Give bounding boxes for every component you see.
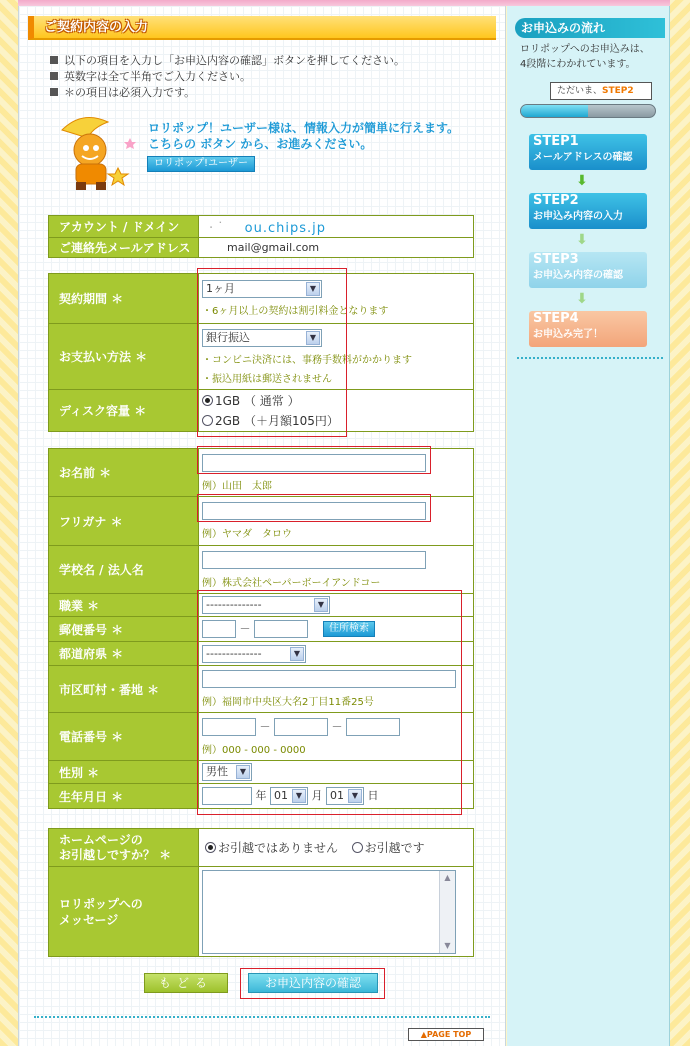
back-button[interactable]: もどる (144, 973, 228, 993)
month-unit: 月 (311, 789, 323, 802)
chevron-down-icon: ▼ (314, 598, 328, 612)
sidebar-desc-line-2: 4段階にわかれています。 (520, 59, 636, 70)
city-label: 市区町村・番地 ＊ (49, 666, 199, 713)
job-label: 職業 ＊ (49, 594, 199, 617)
day-unit: 日 (367, 789, 379, 802)
extra-table (48, 828, 474, 957)
lolipop-user-button[interactable]: ロリポップ!ユーザー (147, 156, 255, 172)
disk-option-2[interactable] (202, 412, 473, 429)
birth-day-value: 01 (330, 789, 344, 802)
right-pattern (670, 0, 690, 1046)
move-option-2-label: お引越です (364, 841, 425, 855)
kana-hint: 例）ヤマダ タロウ (202, 529, 292, 540)
email-value: mail@gmail.com (199, 238, 474, 258)
payment-hint-2: ・振込用紙は郵送されません (202, 373, 332, 385)
birth-month-value: 01 (274, 789, 288, 802)
sidebar-title: お申込みの流れ (515, 18, 665, 38)
job-select[interactable] (202, 596, 330, 614)
radio-checked-icon (202, 395, 213, 406)
move-option-1[interactable] (205, 841, 338, 855)
sex-select[interactable] (202, 763, 252, 781)
arrow-down-icon: ⬇ (576, 291, 588, 307)
payment-hint-1: ・コンビニ決済には、事務手数料がかかります (202, 354, 412, 366)
tel-label: 電話番号 ＊ (49, 713, 199, 761)
message-label (49, 867, 199, 957)
note-1 (50, 52, 405, 68)
current-step-prefix: ただいま、 (557, 86, 603, 96)
kana-label: フリガナ ＊ (49, 497, 199, 546)
name-hint: 例）山田 太郎 (202, 480, 272, 492)
chevron-down-icon: ▼ (236, 765, 250, 779)
tel-hint: 例）000 - 000 - 0000 (202, 744, 306, 756)
domain-value: ·˙ ou.chips.jp (199, 216, 474, 238)
radio-unchecked-icon (352, 842, 363, 853)
note-2 (50, 68, 251, 84)
tel-cell (199, 713, 474, 761)
kana-cell (199, 497, 474, 546)
period-select[interactable] (202, 280, 322, 298)
birth-label: 生年月日 ＊ (49, 784, 199, 809)
zip-input-2[interactable] (254, 620, 308, 638)
move-option-2[interactable] (352, 841, 425, 855)
zip-label: 郵便番号 ＊ (49, 617, 199, 642)
lolipop-line-2: こちらの ボタン から、お進みください。 (148, 137, 373, 151)
period-hint: ・6ヶ月以上の契約は割引料金となります (202, 306, 389, 317)
disk-option-2-label: 2GB （＋月額105円） (215, 414, 339, 428)
disk-label: ディスク容量 ＊ (49, 390, 199, 432)
sex-value: 男性 (206, 765, 228, 778)
lolipop-message (148, 120, 459, 152)
account-table (48, 215, 474, 258)
birth-day-select[interactable] (326, 787, 364, 805)
step-2-number: STEP2 (533, 193, 579, 208)
step-1-text: メールアドレスの確認 (533, 152, 633, 163)
note-text: ＊の項目は必須入力です。 (64, 86, 196, 99)
disk-option-1-label: 1GB （ 通常 ） (215, 394, 300, 408)
bullet-icon (50, 56, 58, 64)
page-top-link[interactable]: ▲PAGE TOP (408, 1028, 484, 1041)
school-hint: 例）株式会社ペーパーボーイアンドコー (202, 577, 381, 589)
tel-input-3[interactable] (346, 718, 400, 736)
bullet-icon (50, 88, 58, 96)
period-label: 契約期間 ＊ (49, 274, 199, 324)
current-step-label: STEP2 (602, 86, 634, 96)
pref-cell (199, 642, 474, 666)
name-input[interactable] (202, 454, 426, 472)
city-input[interactable] (202, 670, 456, 688)
school-label: 学校名 / 法人名 (49, 546, 199, 594)
radio-checked-icon (205, 842, 216, 853)
tel-dash: － (331, 719, 343, 733)
city-cell (199, 666, 474, 713)
confirm-button[interactable]: お申込内容の確認 (248, 973, 378, 993)
payment-value: 銀行振込 (206, 330, 250, 344)
zip-input-1[interactable] (202, 620, 236, 638)
progress-bar (520, 104, 656, 118)
left-pattern (0, 0, 18, 1046)
disk-option-1[interactable] (202, 392, 473, 409)
sidebar-divider (517, 357, 663, 359)
chevron-down-icon: ▼ (306, 282, 320, 296)
current-step-box (550, 82, 652, 100)
period-value: 1ヶ月 (206, 282, 235, 295)
domain-text: ou.chips.jp (244, 221, 326, 236)
move-label-line-1: ホームページの (59, 832, 143, 847)
step-4-box (529, 311, 647, 347)
step-3-box (529, 252, 647, 288)
sidebar-description (520, 42, 650, 72)
birth-month-select[interactable] (270, 787, 308, 805)
contract-table (48, 273, 474, 432)
zip-cell (199, 617, 474, 642)
message-textarea[interactable] (202, 870, 456, 954)
step-3-text: お申込み内容の確認 (533, 270, 623, 281)
move-cell (199, 829, 474, 867)
radio-unchecked-icon (202, 415, 213, 426)
scroll-down-icon[interactable]: ▼ (444, 940, 451, 950)
email-label: ご連絡先メールアドレス (49, 238, 199, 258)
move-label-line-2: お引越しですか？ ＊ (59, 847, 172, 862)
step-2-box (529, 193, 647, 229)
school-cell (199, 546, 474, 594)
chevron-down-icon: ▼ (348, 789, 362, 803)
textarea-scrollbar[interactable] (439, 871, 455, 953)
city-hint: 例）福岡市中央区大名2丁目11番25号 (202, 697, 374, 708)
pref-select[interactable] (202, 645, 306, 663)
lolipop-line-1: ロリポップ！ユーザー様は、情報入力が簡単に行えます。 (148, 121, 460, 135)
sex-label: 性別 ＊ (49, 761, 199, 784)
arrow-down-icon: ⬇ (576, 173, 588, 189)
step-2-text: お申込み内容の入力 (533, 211, 623, 222)
scroll-up-icon[interactable]: ▲ (444, 872, 451, 882)
note-3 (50, 84, 195, 100)
birth-cell (199, 784, 474, 809)
move-option-1-label: お引越ではありません (218, 841, 339, 855)
tel-input-1[interactable] (202, 718, 256, 736)
domain-label: アカウント / ドメイン (49, 216, 199, 238)
step-1-number: STEP1 (533, 134, 579, 149)
period-cell (199, 274, 474, 324)
note-text: 以下の項目を入力し「お申込内容の確認」ボタンを押してください。 (64, 54, 405, 67)
sex-cell (199, 761, 474, 784)
kana-input[interactable] (202, 502, 426, 520)
step-3-number: STEP3 (533, 252, 579, 267)
chevron-down-icon: ▼ (306, 331, 320, 345)
section-title: ご契約内容の入力 (28, 16, 496, 40)
school-input[interactable] (202, 551, 426, 569)
pref-value: -------------- (206, 646, 262, 660)
message-label-line-1: ロリポップへの (59, 896, 143, 911)
arrow-down-icon: ⬇ (576, 232, 588, 248)
zip-dash: － (239, 622, 251, 635)
step-4-text: お申込み完了！ (533, 329, 603, 340)
personal-table (48, 448, 474, 809)
payment-select[interactable] (202, 329, 322, 347)
payment-cell (199, 324, 474, 390)
bullet-icon (50, 72, 58, 80)
job-cell (199, 594, 474, 617)
step-1-box (529, 134, 647, 170)
message-cell (199, 867, 474, 957)
pref-label: 都道府県 ＊ (49, 642, 199, 666)
tel-dash: － (259, 719, 271, 733)
mascot-icon (52, 108, 138, 196)
progress-fill (521, 105, 588, 117)
address-search-button[interactable]: 住所検索 (323, 621, 375, 637)
birth-year-input[interactable] (202, 787, 252, 805)
tel-input-2[interactable] (274, 718, 328, 736)
move-label (49, 829, 199, 867)
disk-cell (199, 390, 474, 432)
sidebar-desc-line-1: ロリポップへのお申込みは、 (520, 44, 650, 55)
chevron-down-icon: ▼ (290, 647, 304, 661)
step-4-number: STEP4 (533, 311, 579, 326)
name-label: お名前 ＊ (49, 449, 199, 497)
year-unit: 年 (255, 789, 267, 802)
divider (34, 1016, 490, 1018)
chevron-down-icon: ▼ (292, 789, 306, 803)
job-value: -------------- (206, 598, 262, 611)
note-text: 英数字は全て半角でご入力ください。 (64, 70, 251, 83)
name-cell (199, 449, 474, 497)
payment-label: お支払い方法 ＊ (49, 324, 199, 390)
message-label-line-2: メッセージ (59, 912, 119, 927)
